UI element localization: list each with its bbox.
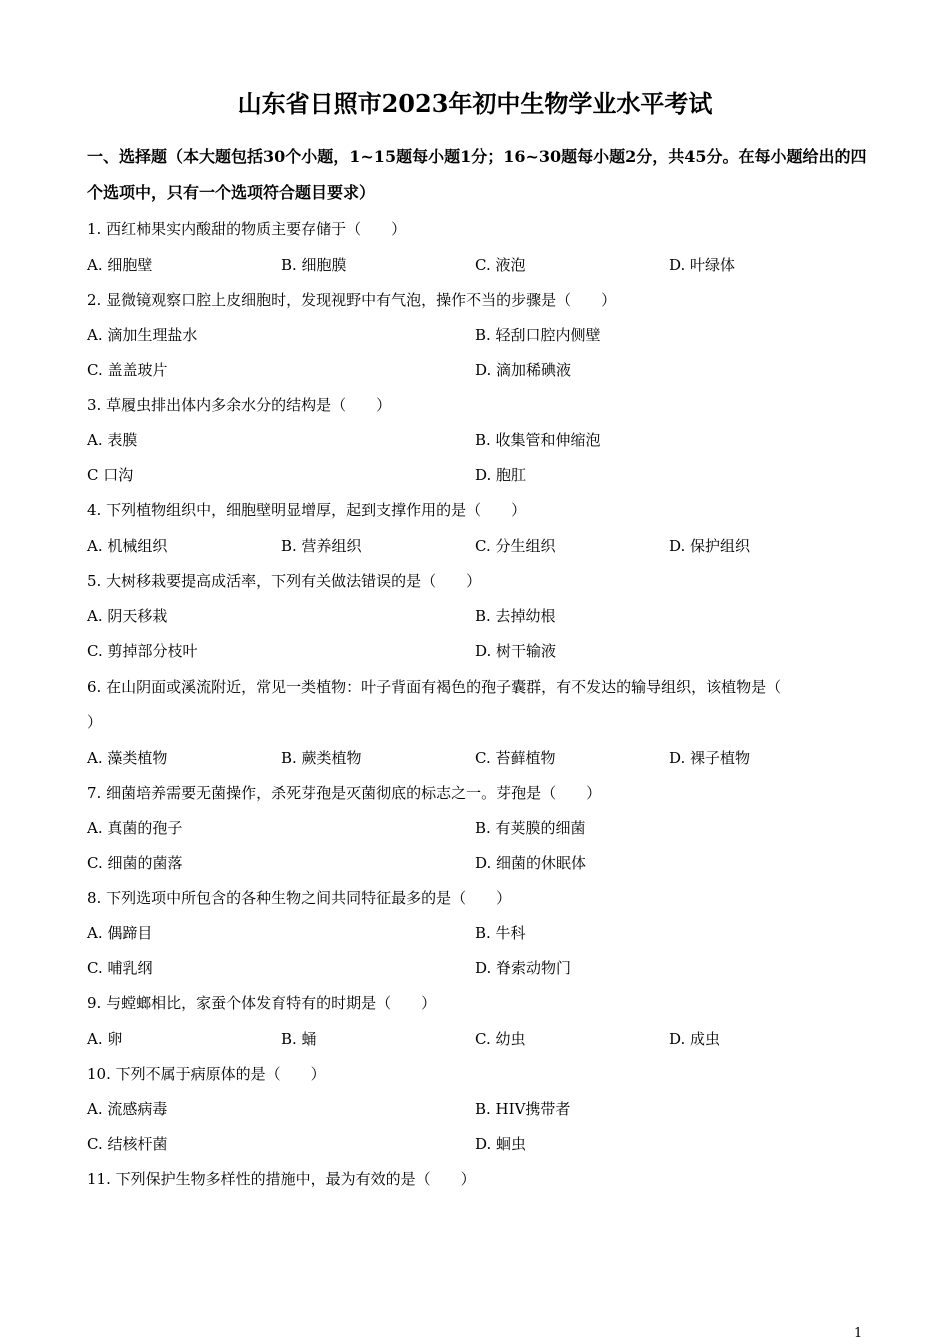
option-b: B. 牛科	[475, 924, 526, 942]
option-a: A. 偶蹄目	[87, 924, 153, 942]
option-d: D. 蛔虫	[475, 1135, 527, 1153]
option-a: A. 滴加生理盐水	[87, 326, 198, 344]
option-d: D. 保护组织	[669, 537, 751, 555]
option-d: D. 叶绿体	[669, 256, 736, 274]
option-d: D. 滴加稀碘液	[475, 361, 572, 379]
option-b: B. 有荚膜的细菌	[475, 819, 586, 837]
option-c: C. 苔藓植物	[475, 749, 556, 767]
option-a: A. 机械组织	[87, 537, 168, 555]
option-c: C 口沟	[87, 466, 134, 484]
option-a: A. 表膜	[87, 431, 138, 449]
question-stem: 4. 下列植物组织中，细胞壁明显增厚，起到支撑作用的是（ ）	[87, 501, 527, 519]
option-b: B. 收集管和伸缩泡	[475, 431, 601, 449]
exam-title: 山东省日照市2023年初中生物学业水平考试	[237, 89, 713, 118]
option-d: D. 脊索动物门	[475, 959, 572, 977]
option-a: A. 流感病毒	[87, 1100, 168, 1118]
option-d: D. 成虫	[669, 1030, 721, 1048]
question-stem: 2. 显微镜观察口腔上皮细胞时，发现视野中有气泡，操作不当的步骤是（ ）	[87, 291, 617, 309]
section-heading: 一、选择题（本大题包括30个小题，1~15题每小题1分；16~30题每小题2分，共45分。在每小题给出的四个选项中，只有一个选项符合题目要求）	[87, 147, 867, 202]
option-b: B. 蕨类植物	[281, 749, 362, 767]
option-c: C. 液泡	[475, 256, 526, 274]
option-c: C. 盖盖玻片	[87, 361, 168, 379]
option-c: C. 哺乳纲	[87, 959, 153, 977]
option-b: B. 营养组织	[281, 537, 362, 555]
option-c: C. 分生组织	[475, 537, 556, 555]
option-b: B. HIV携带者	[475, 1100, 571, 1118]
option-c: C. 幼虫	[475, 1030, 526, 1048]
question-stem: 11. 下列保护生物多样性的措施中，最为有效的是（ ）	[87, 1170, 476, 1188]
option-a: A. 细胞壁	[87, 256, 153, 274]
question-stem: 8. 下列选项中所包含的各种生物之间共同特征最多的是（ ）	[87, 889, 512, 907]
option-c: C. 细菌的菌落	[87, 854, 183, 872]
option-a: A. 阴天移栽	[87, 607, 168, 625]
option-a: A. 真菌的孢子	[87, 819, 183, 837]
option-b: B. 轻刮口腔内侧壁	[475, 326, 601, 344]
question-stem: 1. 西红柿果实内酸甜的物质主要存储于（ ）	[87, 220, 407, 238]
option-b: B. 蛹	[281, 1030, 317, 1048]
page-number: 1	[854, 1326, 863, 1341]
option-b: B. 去掉幼根	[475, 607, 556, 625]
option-c: C. 剪掉部分枝叶	[87, 642, 198, 660]
question-stem: 7. 细菌培养需要无菌操作，杀死芽孢是灭菌彻底的标志之一。芽孢是（ ）	[87, 784, 602, 802]
option-d: D. 细菌的休眠体	[475, 854, 587, 872]
option-b: B. 细胞膜	[281, 256, 347, 274]
question-stem: 3. 草履虫排出体内多余水分的结构是（ ）	[87, 396, 392, 414]
option-d: D. 树干输液	[475, 642, 557, 660]
question-stem: 9. 与螳螂相比，家蚕个体发育特有的时期是（ ）	[87, 994, 437, 1012]
question-stem: 6. 在山阴面或溪流附近，常见一类植物：叶子背面有褐色的孢子囊群，有不发达的输导组织，该植物是（	[87, 678, 782, 696]
option-c: C. 结核杆菌	[87, 1135, 168, 1153]
question-stem: 10. 下列不属于病原体的是（ ）	[87, 1065, 326, 1083]
question-stem-continuation: ）	[87, 713, 103, 731]
option-d: D. 胞肛	[475, 466, 527, 484]
option-d: D. 裸子植物	[669, 749, 751, 767]
option-a: A. 卵	[87, 1030, 123, 1048]
question-stem: 5. 大树移栽要提高成活率，下列有关做法错误的是（ ）	[87, 572, 482, 590]
option-a: A. 藻类植物	[87, 749, 168, 767]
